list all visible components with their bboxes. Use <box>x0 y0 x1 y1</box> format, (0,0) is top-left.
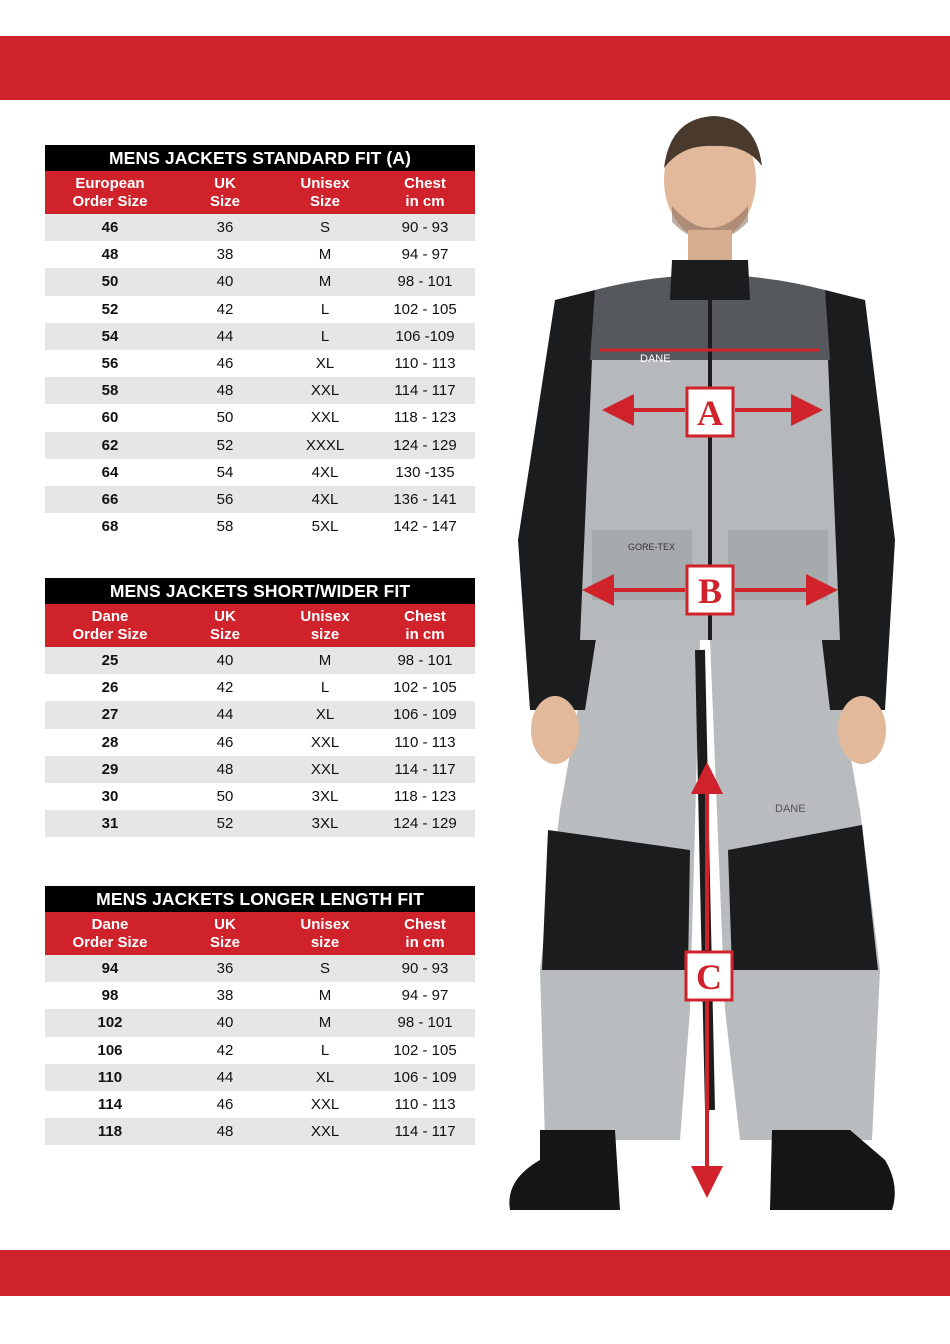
svg-text:B: B <box>697 571 723 611</box>
table-cell: 46 <box>175 729 275 756</box>
table-row <box>45 955 475 982</box>
standard-fit-table <box>45 145 475 540</box>
table-cell: M <box>275 982 375 1009</box>
table-cell: 58 <box>45 377 175 404</box>
table-cell: S <box>275 955 375 982</box>
table-cell: 110 - 113 <box>375 1091 475 1118</box>
table-cell: 124 - 129 <box>375 810 475 837</box>
column-header: Dane Order Size <box>45 604 175 647</box>
table-cell: 36 <box>175 214 275 241</box>
table-row <box>45 1064 475 1091</box>
table-row <box>45 241 475 268</box>
table-cell: 106 - 109 <box>375 1064 475 1091</box>
table-row <box>45 701 475 728</box>
table-row <box>45 729 475 756</box>
table-cell: 118 - 123 <box>375 783 475 810</box>
table-cell: 106 - 109 <box>375 701 475 728</box>
table-cell: XL <box>275 350 375 377</box>
table-cell: 66 <box>45 486 175 513</box>
table-cell: 130 -135 <box>375 459 475 486</box>
table-cell: 110 <box>45 1064 175 1091</box>
table-cell: M <box>275 241 375 268</box>
table-cell: 40 <box>175 1009 275 1036</box>
table-cell: 114 <box>45 1091 175 1118</box>
table-cell: 5XL <box>275 513 375 540</box>
column-header: Dane Order Size <box>45 912 175 955</box>
table-row <box>45 486 475 513</box>
table-cell: 118 <box>45 1118 175 1145</box>
table-row <box>45 982 475 1009</box>
table-cell: 38 <box>175 241 275 268</box>
table-cell: XXL <box>275 404 375 431</box>
table-cell: 56 <box>45 350 175 377</box>
pants-brand: DANE <box>775 803 806 815</box>
table-cell: 98 - 101 <box>375 647 475 674</box>
table-cell: 27 <box>45 701 175 728</box>
table-cell: M <box>275 647 375 674</box>
table-cell: 118 - 123 <box>375 404 475 431</box>
table-cell: 114 - 117 <box>375 756 475 783</box>
table-cell: 90 - 93 <box>375 214 475 241</box>
table-row <box>45 1091 475 1118</box>
model-head <box>664 116 762 270</box>
table-row <box>45 432 475 459</box>
table-cell: 42 <box>175 674 275 701</box>
table-cell: 106 <box>45 1037 175 1064</box>
table-row <box>45 296 475 323</box>
table-cell: 98 - 101 <box>375 268 475 295</box>
table-cell: XXL <box>275 1118 375 1145</box>
table-cell: 50 <box>175 783 275 810</box>
top-red-band <box>0 36 950 100</box>
table-cell: 42 <box>175 1037 275 1064</box>
table-cell: 102 - 105 <box>375 296 475 323</box>
table-cell: L <box>275 1037 375 1064</box>
column-header: Unisex Size <box>275 171 375 214</box>
table-row <box>45 1037 475 1064</box>
model-boots <box>509 1130 894 1210</box>
table-cell: 38 <box>175 982 275 1009</box>
table-cell: 36 <box>175 955 275 982</box>
table-cell: 54 <box>175 459 275 486</box>
table-cell: 29 <box>45 756 175 783</box>
table-row <box>45 350 475 377</box>
jacket-brand: DANE <box>640 353 671 365</box>
table-row <box>45 513 475 540</box>
table-cell: 30 <box>45 783 175 810</box>
table-cell: 4XL <box>275 459 375 486</box>
table-cell: 3XL <box>275 810 375 837</box>
table-row <box>45 810 475 837</box>
table-cell: 114 - 117 <box>375 1118 475 1145</box>
column-header: Chest in cm <box>375 171 475 214</box>
marker-c <box>686 952 732 1000</box>
table-cell: 102 <box>45 1009 175 1036</box>
table-cell: 94 <box>45 955 175 982</box>
longer-length-fit-table <box>45 886 475 1145</box>
table-cell: 98 - 101 <box>375 1009 475 1036</box>
table-cell: 46 <box>45 214 175 241</box>
table-cell: 54 <box>45 323 175 350</box>
table-cell: 48 <box>175 1118 275 1145</box>
table-cell: 106 -109 <box>375 323 475 350</box>
table-cell: 52 <box>175 810 275 837</box>
table-cell: 44 <box>175 323 275 350</box>
table-cell: 68 <box>45 513 175 540</box>
table-row <box>45 459 475 486</box>
model-trousers <box>540 640 880 1140</box>
marker-a <box>687 388 733 436</box>
table-cell: XXL <box>275 1091 375 1118</box>
table-cell: 62 <box>45 432 175 459</box>
table-row <box>45 323 475 350</box>
table-row <box>45 268 475 295</box>
column-header: European Order Size <box>45 171 175 214</box>
table-cell: 46 <box>175 350 275 377</box>
table-cell: 98 <box>45 982 175 1009</box>
model-figure <box>500 110 920 1225</box>
table-cell: XXL <box>275 729 375 756</box>
table-cell: 56 <box>175 486 275 513</box>
bottom-red-band <box>0 1250 950 1296</box>
table-cell: 26 <box>45 674 175 701</box>
column-header: Unisex size <box>275 912 375 955</box>
table-row <box>45 783 475 810</box>
table-cell: 4XL <box>275 486 375 513</box>
table-title: MENS JACKETS STANDARD FIT (A) <box>45 145 475 171</box>
column-header: Chest in cm <box>375 604 475 647</box>
table-cell: 58 <box>175 513 275 540</box>
table-cell: XXXL <box>275 432 375 459</box>
marker-b <box>687 566 733 614</box>
table-cell: 48 <box>45 241 175 268</box>
table-row <box>45 377 475 404</box>
column-header: UK Size <box>175 171 275 214</box>
table-cell: 142 - 147 <box>375 513 475 540</box>
table-cell: S <box>275 214 375 241</box>
table-cell: XL <box>275 701 375 728</box>
table-cell: 31 <box>45 810 175 837</box>
table-cell: 46 <box>175 1091 275 1118</box>
table-cell: 52 <box>45 296 175 323</box>
table-cell: 40 <box>175 647 275 674</box>
table-cell: 48 <box>175 377 275 404</box>
short-wider-fit-table <box>45 578 475 837</box>
table-cell: XXL <box>275 377 375 404</box>
table-cell: 94 - 97 <box>375 241 475 268</box>
column-header: Chest in cm <box>375 912 475 955</box>
table-cell: 25 <box>45 647 175 674</box>
table-title: MENS JACKETS SHORT/WIDER FIT <box>45 578 475 604</box>
table-cell: 40 <box>175 268 275 295</box>
table-row <box>45 756 475 783</box>
table-title: MENS JACKETS LONGER LENGTH FIT <box>45 886 475 912</box>
table-cell: L <box>275 323 375 350</box>
table-cell: XXL <box>275 756 375 783</box>
table-cell: 44 <box>175 701 275 728</box>
table-cell: M <box>275 268 375 295</box>
table-cell: 28 <box>45 729 175 756</box>
table-row <box>45 647 475 674</box>
pocket-label: GORE-TEX <box>628 542 676 552</box>
table-cell: 50 <box>175 404 275 431</box>
table-cell: 60 <box>45 404 175 431</box>
table-row <box>45 1009 475 1036</box>
svg-text:A: A <box>697 393 723 433</box>
table-cell: 42 <box>175 296 275 323</box>
table-row <box>45 674 475 701</box>
table-cell: 114 - 117 <box>375 377 475 404</box>
table-cell: 50 <box>45 268 175 295</box>
table-cell: 102 - 105 <box>375 674 475 701</box>
table-cell: 102 - 105 <box>375 1037 475 1064</box>
table-row <box>45 214 475 241</box>
table-cell: XL <box>275 1064 375 1091</box>
table-row <box>45 404 475 431</box>
table-cell: L <box>275 296 375 323</box>
table-cell: 136 - 141 <box>375 486 475 513</box>
table-cell: 90 - 93 <box>375 955 475 982</box>
svg-text:C: C <box>696 957 722 997</box>
table-cell: 64 <box>45 459 175 486</box>
table-cell: 48 <box>175 756 275 783</box>
table-cell: 110 - 113 <box>375 350 475 377</box>
table-cell: 110 - 113 <box>375 729 475 756</box>
table-cell: M <box>275 1009 375 1036</box>
table-cell: 44 <box>175 1064 275 1091</box>
table-cell: 52 <box>175 432 275 459</box>
table-cell: L <box>275 674 375 701</box>
column-header: UK Size <box>175 604 275 647</box>
table-cell: 94 - 97 <box>375 982 475 1009</box>
table-cell: 3XL <box>275 783 375 810</box>
column-header: UK Size <box>175 912 275 955</box>
table-row <box>45 1118 475 1145</box>
table-cell: 124 - 129 <box>375 432 475 459</box>
column-header: Unisex size <box>275 604 375 647</box>
